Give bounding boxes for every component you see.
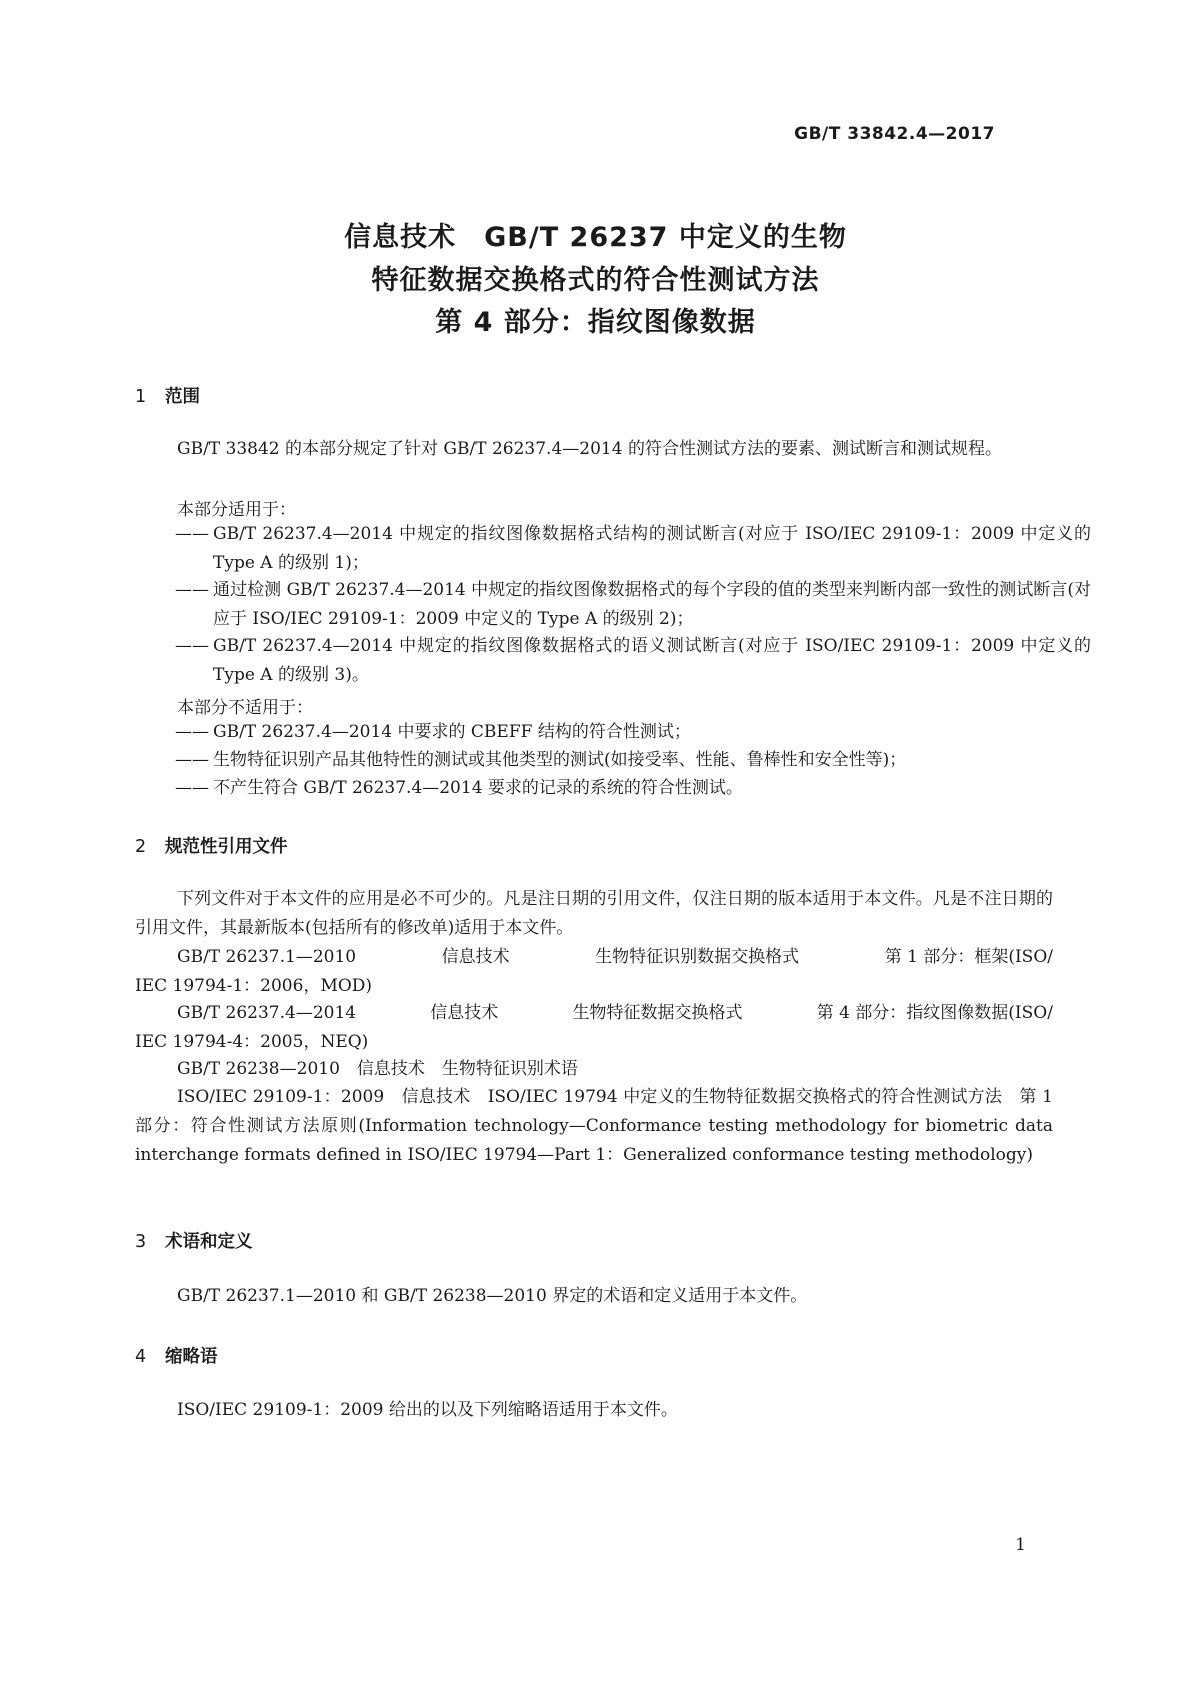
references-intro: 下列文件对于本文件的应用是必不可少的。凡是注日期的引用文件，仅注日期的版本适用于本文件。凡是不注日期的引用文件，其最新版本(包括所有的修改单)适用于本文件。 xyxy=(135,889,1053,938)
doc-title-line-2: 特征数据交换格式的符合性测试方法 xyxy=(371,265,820,296)
section-number: 2 xyxy=(135,837,147,857)
list-item xyxy=(175,632,1091,690)
section-heading-terms xyxy=(135,1228,253,1253)
reference-item: ISO/IEC 29109-1：2009 信息技术 ISO/IEC 19794 中定义的生物特征数据交换格式的符合性测试方法 第 1 部分：符合性测试方法原则(Information technology—Conformance testing methodology for biometric data interchange formats defined in ISO/IEC 19794—Part 1：Generalized conformance testing methodology) xyxy=(135,1087,1053,1165)
dash: —— xyxy=(175,750,209,770)
list-item xyxy=(175,576,1091,634)
scope-applies-label: 本部分适用于： xyxy=(177,500,296,520)
standard-number: GB/T 33842.4—2017 xyxy=(794,124,995,144)
abbreviations-text: ISO/IEC 29109-1：2009 给出的以及下列缩略语适用于本文件。 xyxy=(177,1400,678,1420)
list-item xyxy=(175,520,1091,578)
reference-item xyxy=(135,999,1053,1057)
scope-not-applies-label: 本部分不适用于： xyxy=(177,698,313,718)
section-number: 3 xyxy=(135,1232,147,1252)
section-number: 1 xyxy=(135,387,147,407)
reference-code: GB/T 26237.4—2014 xyxy=(177,1003,357,1023)
reference-code: GB/T 26237.1—2010 xyxy=(177,947,357,967)
reference-item xyxy=(135,943,1053,1001)
doc-title-line-3: 第 4 部分：指纹图像数据 xyxy=(435,307,756,338)
page-number: 1 xyxy=(1015,1535,1026,1555)
reference-title-part: 第 1 部分：框架(ISO/ xyxy=(884,947,1053,967)
dash: —— xyxy=(175,636,209,656)
section-title: 规范性引用文件 xyxy=(165,837,288,857)
reference-title-part: 信息技术 xyxy=(441,947,510,967)
list-item xyxy=(175,718,1091,747)
reference-item: GB/T 26238—2010 信息技术 生物特征识别术语 xyxy=(177,1059,578,1079)
doc-title-line-1: 信息技术 GB/T 26237 中定义的生物 xyxy=(344,222,847,253)
dash: —— xyxy=(175,722,209,742)
dash: —— xyxy=(175,524,209,544)
section-heading-normative-references xyxy=(135,833,288,858)
list-item-text: 生物特征识别产品其他特性的测试或其他类型的测试(如接受率、性能、鲁棒性和安全性等)； xyxy=(213,750,907,770)
dash: —— xyxy=(175,778,209,798)
reference-title-part: 生物特征识别数据交换格式 xyxy=(595,947,800,967)
reference-continuation: IEC 19794-4：2005，NEQ) xyxy=(135,1032,369,1052)
reference-title-part: 信息技术 xyxy=(430,1003,499,1023)
list-item xyxy=(175,774,1091,803)
dash: —— xyxy=(175,580,209,600)
section-heading-abbreviations xyxy=(135,1343,218,1368)
reference-title-part: 生物特征数据交换格式 xyxy=(572,1003,743,1023)
section-title: 术语和定义 xyxy=(165,1232,253,1252)
list-item-text: 不产生符合 GB/T 26237.4—2014 要求的记录的系统的符合性测试。 xyxy=(213,778,743,798)
list-item-text: GB/T 26237.4—2014 中规定的指纹图像数据格式结构的测试断言(对应于 ISO/IEC 29109-1：2009 中定义的 Type A 的级别 1)； xyxy=(213,524,1091,573)
section-title: 缩略语 xyxy=(165,1347,218,1367)
section-title: 范围 xyxy=(165,387,200,407)
list-item-text: GB/T 26237.4—2014 中规定的指纹图像数据格式的语义测试断言(对应于 ISO/IEC 29109-1：2009 中定义的 Type A 的级别 3)。 xyxy=(213,636,1091,685)
list-item xyxy=(175,746,1091,775)
list-item-text: 通过检测 GB/T 26237.4—2014 中规定的指纹图像数据格式的每个字段的值的类型来判断内部一致性的测试断言(对应于 ISO/IEC 29109-1：2009 中定义的 Type A 的级别 2)； xyxy=(213,580,1091,629)
terms-text: GB/T 26237.1—2010 和 GB/T 26238—2010 界定的术语和定义适用于本文件。 xyxy=(177,1286,808,1306)
list-item-text: GB/T 26237.4—2014 中要求的 CBEFF 结构的符合性测试； xyxy=(213,722,691,742)
reference-title-part: 第 4 部分：指纹图像数据(ISO/ xyxy=(816,1003,1053,1023)
section-number: 4 xyxy=(135,1347,147,1367)
scope-intro: GB/T 33842 的本部分规定了针对 GB/T 26237.4—2014 的符合性测试方法的要素、测试断言和测试规程。 xyxy=(177,439,1002,459)
reference-continuation: IEC 19794-1：2006，MOD) xyxy=(135,976,373,996)
section-heading-scope xyxy=(135,383,200,408)
